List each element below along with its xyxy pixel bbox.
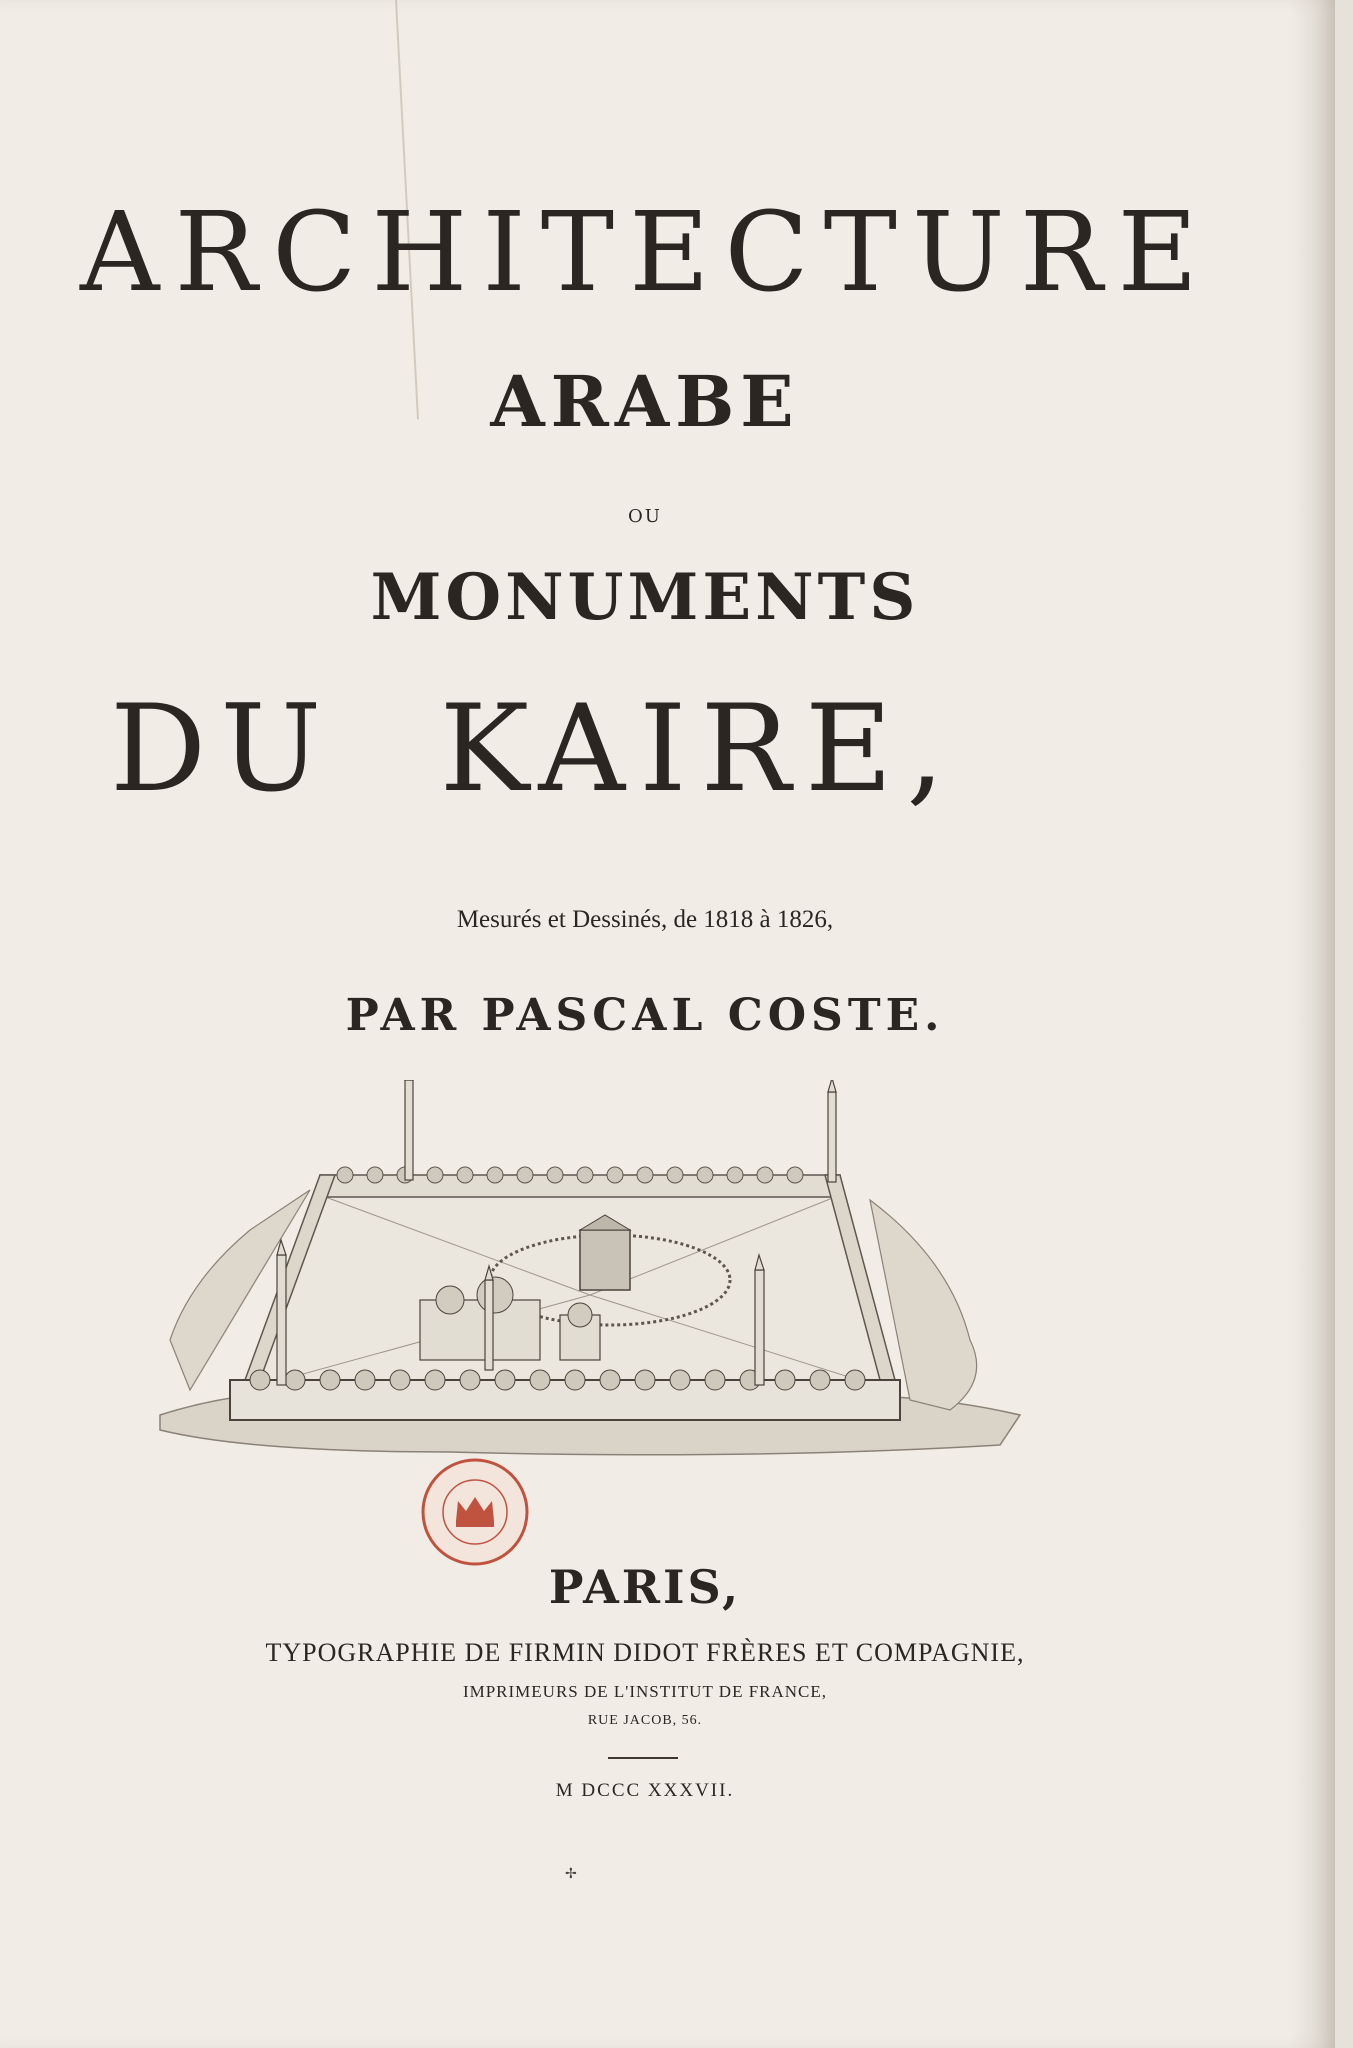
title-line-ou: OU	[628, 506, 662, 527]
title-line-architecture: ARCHITECTURE	[80, 188, 1213, 316]
imprint-city: PARIS,	[548, 1560, 742, 1614]
page-fold-shadow	[1290, 0, 1335, 2048]
imprint-printer: TYPOGRAPHIE DE FIRMIN DIDOT FRÈRES ET COMPAGNIE,	[265, 1638, 1025, 1667]
title-line-du-kaire: DU KAIRE,	[110, 680, 959, 819]
ink-mark-icon: ✢	[565, 1866, 577, 1882]
imprint-address: RUE JACOB, 56.	[587, 1713, 703, 1728]
mosque-courtyard-engraving-icon	[150, 1080, 1030, 1460]
library-crown-stamp-icon	[418, 1455, 533, 1570]
divider-rule	[608, 1757, 678, 1759]
title-line-arabe: ARABE	[490, 360, 800, 443]
publication-date: M DCCC XXXVII.	[555, 1780, 735, 1801]
title-line-monuments: MONUMENTS	[370, 560, 920, 635]
subtitle: Mesurés et Dessinés, de 1818 à 1826,	[456, 906, 834, 933]
author-line: PAR PASCAL COSTE.	[345, 990, 945, 1041]
imprint-printer-role: IMPRIMEURS DE L'INSTITUT DE FRANCE,	[462, 1682, 828, 1701]
